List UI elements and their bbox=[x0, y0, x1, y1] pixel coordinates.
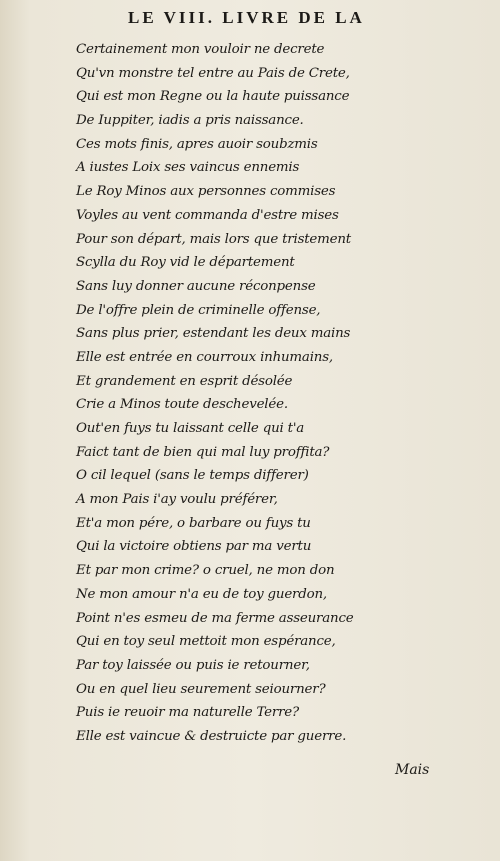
catchword: Mais bbox=[395, 762, 430, 778]
verse-line: Sans plus prier, estendant les deux mains bbox=[76, 326, 351, 342]
verse-line: Qui est mon Regne ou la haute puissance bbox=[76, 89, 350, 105]
verse-line: Point n'es esmeu de ma ferme asseurance bbox=[76, 610, 354, 626]
verse-line: De l'offre plein de criminelle offense, bbox=[76, 302, 321, 318]
verse-line: Ne mon amour n'a eu de toy guerdon, bbox=[76, 586, 327, 602]
verse-line: Qu'vn monstre tel entre au Pais de Crete, bbox=[76, 65, 350, 81]
verse-line: Qui la victoire obtiens par ma vertu bbox=[76, 539, 312, 555]
verse-line: De Iuppiter, iadis a pris naissance. bbox=[76, 113, 304, 129]
verse-line: Et grandement en esprit désolée bbox=[76, 373, 293, 389]
verse-line: A mon Pais i'ay voulu préférer, bbox=[76, 492, 278, 508]
verse-line: Et'a mon pére, o barbare ou fuys tu bbox=[76, 515, 311, 531]
verse-line: O cil lequel (sans le temps differer) bbox=[76, 468, 309, 484]
verse-line: Le Roy Minos aux personnes commises bbox=[76, 184, 336, 200]
verse-line: Et par mon crime? o cruel, ne mon don bbox=[76, 563, 335, 579]
verse-line: Puis ie reuoir ma naturelle Terre? bbox=[76, 705, 300, 721]
verse-line: A iustes Loix ses vaincus ennemis bbox=[76, 160, 300, 176]
verse-line: Qui en toy seul mettoit mon espérance, bbox=[76, 634, 336, 650]
running-header: LE VIII. LIVRE DE LA bbox=[128, 8, 365, 27]
verse-line: Elle est vaincue & destruicte par guerre. bbox=[76, 728, 347, 744]
verse-line: Certainement mon vouloir ne decrete bbox=[76, 42, 325, 57]
verse-line: Sans luy donner aucune réconpense bbox=[76, 278, 316, 294]
verse-line: Ou en quel lieu seurement seiourner? bbox=[76, 681, 326, 697]
verse-line: Crie a Minos toute deschevelée. bbox=[76, 397, 288, 413]
verse-line: Pour son départ, mais lors que tristement bbox=[76, 231, 351, 247]
verse-list bbox=[76, 38, 406, 749]
verse-line: Out'en fuys tu laissant celle qui t'a bbox=[76, 421, 305, 436]
verse-line: Elle est entrée en courroux inhumains, bbox=[76, 349, 333, 365]
verse-line: Voyles au vent commanda d'estre mises bbox=[76, 207, 339, 223]
verse-line: Faict tant de bien qui mal luy proffita? bbox=[76, 444, 330, 460]
verse-line: Ces mots finis, apres auoir soubzmis bbox=[76, 136, 318, 152]
verse-line: Scylla du Roy vid le département bbox=[76, 255, 295, 271]
verse-line: Par toy laissée ou puis ie retourner, bbox=[76, 657, 310, 673]
